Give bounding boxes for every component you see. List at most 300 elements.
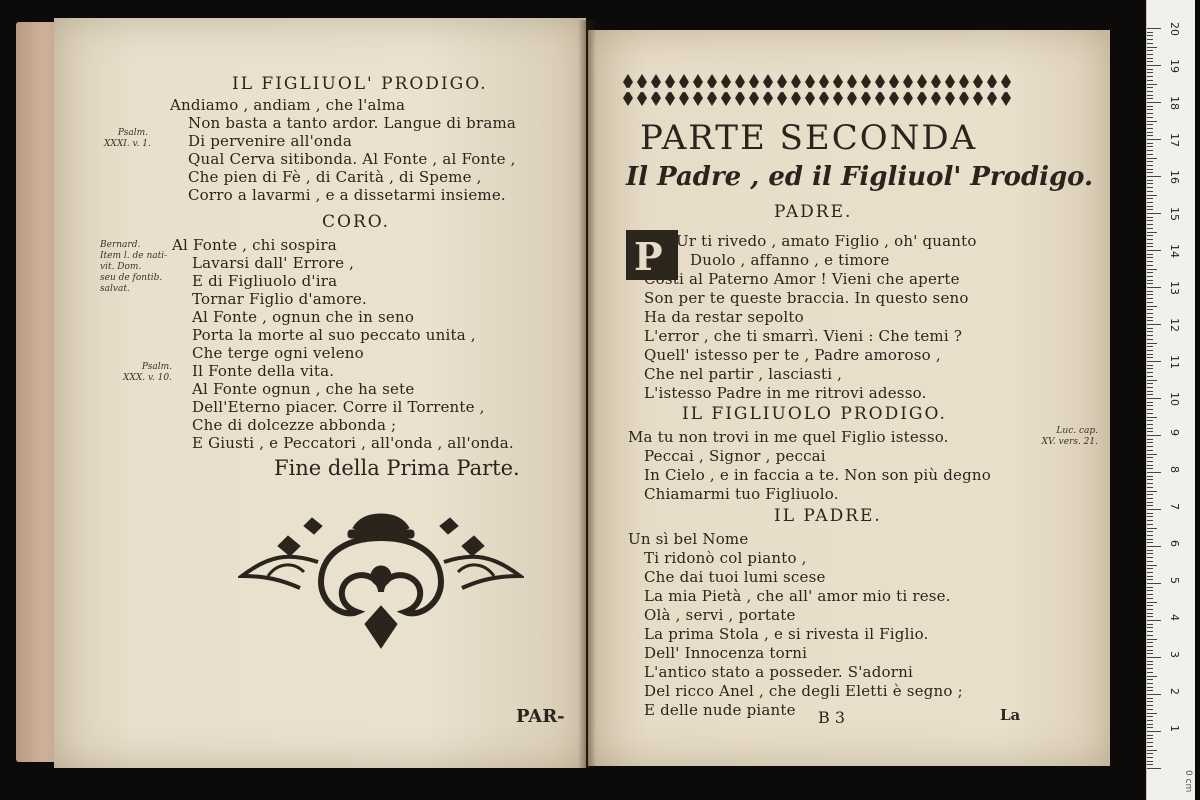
ruler-tick xyxy=(1147,324,1161,325)
ruler-tick xyxy=(1147,457,1153,458)
ruler-tick xyxy=(1147,705,1153,706)
ruler-number: 8 xyxy=(1168,466,1181,473)
margin-note-luke: Luc. cap. XV. vers. 21. xyxy=(1041,426,1098,447)
verse-line: Che pien di Fè , di Carità , di Speme , xyxy=(188,168,482,186)
verse-line: Quell' istesso per te , Padre amoroso , xyxy=(644,346,941,364)
ruler-tick xyxy=(1147,598,1153,599)
ruler-tick xyxy=(1147,494,1153,495)
verse-line: Andiamo , andiam , che l'alma xyxy=(170,96,406,114)
ruler-tick xyxy=(1147,50,1153,51)
ruler-tick xyxy=(1147,254,1153,255)
verse-line: Al Fonte ognun , che ha sete xyxy=(192,380,415,398)
verse-line: Chiamarmi tuo Figliuolo. xyxy=(644,485,839,503)
verse-line: Al Fonte , chi sospira xyxy=(172,236,337,254)
ruler-tick xyxy=(1147,265,1153,266)
ruler-tick xyxy=(1147,243,1153,244)
verse-line: Ur ti rivedo , amato Figlio , oh' quanto xyxy=(676,232,977,250)
ruler-tick xyxy=(1147,272,1153,273)
ruler-tick xyxy=(1147,642,1153,643)
ruler-unit-label: 0 cm xyxy=(1183,769,1193,792)
ornament-vignette xyxy=(238,506,524,656)
ruler-tick xyxy=(1147,602,1157,603)
ruler-tick xyxy=(1147,613,1153,614)
ornament-dot xyxy=(682,88,686,92)
ruler-tick xyxy=(1147,439,1153,440)
verse-line: Il Fonte della vita. xyxy=(192,362,335,380)
ruler-tick xyxy=(1147,550,1153,551)
ruler-tick xyxy=(1147,28,1161,29)
ruler-tick xyxy=(1147,694,1161,695)
ornament-dot xyxy=(808,88,812,92)
ruler-tick xyxy=(1147,302,1153,303)
ruler-tick xyxy=(1147,624,1153,625)
ruler-tick xyxy=(1147,402,1153,403)
ruler-tick xyxy=(1147,768,1161,769)
ruler-tick xyxy=(1147,487,1153,488)
ruler-tick xyxy=(1147,668,1153,669)
ruler-tick xyxy=(1147,565,1157,566)
ruler-tick xyxy=(1147,650,1153,651)
ruler-tick xyxy=(1147,468,1153,469)
ruler-number: 20 xyxy=(1168,22,1181,36)
ruler-tick xyxy=(1147,158,1157,159)
margin-note-bernard: Bernard. Item l. de nati- vit. Dom. seu de fontib. salvat. xyxy=(100,240,168,294)
ruler-number: 17 xyxy=(1168,133,1181,147)
ornament-dot xyxy=(962,88,966,92)
ruler-tick xyxy=(1147,639,1157,640)
ornament-dot xyxy=(626,88,630,92)
ornament-dot xyxy=(668,88,672,92)
ruler-tick xyxy=(1147,483,1153,484)
ruler-tick xyxy=(1147,276,1153,277)
ornament-dot xyxy=(640,88,644,92)
ruler-tick xyxy=(1147,220,1153,221)
ruler-tick xyxy=(1147,172,1153,173)
coro-heading: CORO. xyxy=(322,212,391,232)
ruler-tick xyxy=(1147,383,1153,384)
ruler-tick xyxy=(1147,80,1153,81)
ornament-dot xyxy=(1004,88,1008,92)
ruler-tick xyxy=(1147,176,1161,177)
ruler-tick xyxy=(1147,365,1153,366)
ruler-number: 1 xyxy=(1168,725,1181,732)
ruler-tick xyxy=(1147,690,1153,691)
ruler-tick xyxy=(1147,335,1153,336)
ruler-tick xyxy=(1147,657,1161,658)
speaker-il-padre: IL PADRE. xyxy=(774,506,882,526)
ruler-tick xyxy=(1147,557,1153,558)
ruler-tick xyxy=(1147,627,1153,628)
ruler-tick xyxy=(1147,69,1153,70)
ruler-tick xyxy=(1147,102,1161,103)
ruler-tick xyxy=(1147,405,1153,406)
ornament-dot xyxy=(864,88,868,92)
ruler-tick xyxy=(1147,676,1157,677)
ruler-tick xyxy=(1147,368,1153,369)
ruler-tick xyxy=(1147,561,1153,562)
ruler-tick xyxy=(1147,206,1153,207)
ruler-tick xyxy=(1147,331,1153,332)
verse-line: Peccai , Signor , peccai xyxy=(644,447,826,465)
verse-line: Un sì bel Nome xyxy=(628,530,749,548)
ruler-tick xyxy=(1147,224,1153,225)
ruler-tick xyxy=(1147,291,1153,292)
ruler-tick xyxy=(1147,328,1153,329)
ruler-tick xyxy=(1147,572,1153,573)
ornament-dot xyxy=(836,88,840,92)
ruler-tick xyxy=(1147,450,1153,451)
ruler-tick xyxy=(1147,398,1161,399)
ruler-tick xyxy=(1147,531,1153,532)
ornament-dot xyxy=(738,88,742,92)
ruler-tick xyxy=(1147,313,1153,314)
verse-line: L'error , che ti smarrì. Vieni : Che temi ? xyxy=(644,327,963,345)
verse-line: Ha da restar sepolto xyxy=(644,308,804,326)
verse-line: E di Figliuolo d'ira xyxy=(192,272,338,290)
ruler-tick xyxy=(1147,280,1153,281)
ruler-number: 9 xyxy=(1168,429,1181,436)
verse-line: E delle nude piante xyxy=(644,701,796,719)
ruler-number: 7 xyxy=(1168,503,1181,510)
measurement-ruler xyxy=(1146,0,1195,800)
ruler-tick xyxy=(1147,339,1153,340)
ruler-tick xyxy=(1147,43,1153,44)
ruler-tick xyxy=(1147,228,1153,229)
ruler-tick xyxy=(1147,98,1153,99)
ruler-tick xyxy=(1147,391,1153,392)
ruler-tick xyxy=(1147,568,1153,569)
ruler-tick xyxy=(1147,72,1153,73)
verse-line: Tornar Figlio d'amore. xyxy=(192,290,367,308)
ornament-dot xyxy=(920,88,924,92)
ruler-tick xyxy=(1147,128,1153,129)
verse-line: L'istesso Padre in me ritrovi adesso. xyxy=(644,384,927,402)
ruler-tick xyxy=(1147,590,1153,591)
ruler-tick xyxy=(1147,257,1153,258)
ruler-number: 14 xyxy=(1168,244,1181,258)
right-catchword: La xyxy=(1000,706,1021,724)
ruler-tick xyxy=(1147,542,1153,543)
ruler-tick xyxy=(1147,143,1153,144)
ruler-tick xyxy=(1147,502,1153,503)
ornament-dot xyxy=(906,88,910,92)
ruler-tick xyxy=(1147,180,1153,181)
verse-line: La mia Pietà , che all' amor mio ti rese. xyxy=(644,587,951,605)
ruler-tick xyxy=(1147,113,1153,114)
ruler-tick xyxy=(1147,735,1153,736)
ruler-tick xyxy=(1147,742,1153,743)
verse-line: Corro a lavarmi , e a dissetarmi insieme. xyxy=(188,186,506,204)
ruler-tick xyxy=(1147,509,1161,510)
ruler-tick xyxy=(1147,106,1153,107)
ruler-tick xyxy=(1147,346,1153,347)
ruler-tick xyxy=(1147,320,1153,321)
ruler-tick xyxy=(1147,109,1153,110)
ruler-tick xyxy=(1147,198,1153,199)
ruler-tick xyxy=(1147,283,1153,284)
ruler-tick xyxy=(1147,679,1153,680)
verse-line: Son per te queste braccia. In questo seno xyxy=(644,289,969,307)
ornament-dot xyxy=(724,88,728,92)
ruler-tick xyxy=(1147,672,1153,673)
verse-line: Del ricco Anel , che degli Eletti è segno ; xyxy=(644,682,963,700)
ornament-dot xyxy=(696,88,700,92)
left-catchword: PAR- xyxy=(516,706,565,727)
ruler-tick xyxy=(1147,757,1153,758)
ruler-tick xyxy=(1147,472,1161,473)
ruler-tick xyxy=(1147,431,1153,432)
signature-mark: B 3 xyxy=(818,708,846,727)
ruler-tick xyxy=(1147,738,1153,739)
ruler-tick xyxy=(1147,498,1153,499)
ruler-tick xyxy=(1147,701,1153,702)
ruler-tick xyxy=(1147,587,1153,588)
ruler-tick xyxy=(1147,154,1153,155)
ruler-tick xyxy=(1147,720,1153,721)
ruler-number: 3 xyxy=(1168,651,1181,658)
ornament-dot xyxy=(654,88,658,92)
ruler-tick xyxy=(1147,87,1153,88)
ruler-tick xyxy=(1147,409,1153,410)
ruler-tick xyxy=(1147,605,1153,606)
ruler-tick xyxy=(1147,372,1153,373)
ruler-tick xyxy=(1147,183,1153,184)
ruler-tick xyxy=(1147,32,1153,33)
ruler-tick xyxy=(1147,239,1153,240)
ruler-tick xyxy=(1147,424,1153,425)
ruler-tick xyxy=(1147,761,1153,762)
ruler-number: 15 xyxy=(1168,207,1181,221)
ruler-tick xyxy=(1147,724,1153,725)
ornament-dot xyxy=(976,88,980,92)
ruler-tick xyxy=(1147,91,1153,92)
ruler-tick xyxy=(1147,579,1153,580)
ruler-tick xyxy=(1147,417,1157,418)
ruler-tick xyxy=(1147,139,1161,140)
ornament-dot xyxy=(752,88,756,92)
ruler-tick xyxy=(1147,161,1153,162)
ruler-tick xyxy=(1147,246,1153,247)
ruler-tick xyxy=(1147,713,1157,714)
ruler-tick xyxy=(1147,84,1157,85)
ruler-tick xyxy=(1147,553,1153,554)
ruler-tick xyxy=(1147,298,1153,299)
verse-line: Costi al Paterno Amor ! Vieni che aperte xyxy=(644,270,960,288)
ruler-tick xyxy=(1147,428,1153,429)
ruler-tick xyxy=(1147,165,1153,166)
ruler-tick xyxy=(1147,58,1153,59)
ruler-tick xyxy=(1147,394,1153,395)
ruler-tick xyxy=(1147,61,1153,62)
ruler-tick xyxy=(1147,764,1153,765)
ruler-tick xyxy=(1147,594,1153,595)
ruler-number: 11 xyxy=(1168,355,1181,369)
ruler-tick xyxy=(1147,269,1157,270)
verse-line: Porta la morte al suo peccato unita , xyxy=(192,326,476,344)
ruler-tick xyxy=(1147,195,1157,196)
ruler-tick xyxy=(1147,698,1153,699)
ruler-tick xyxy=(1147,524,1153,525)
ruler-tick xyxy=(1147,121,1157,122)
ruler-tick xyxy=(1147,646,1153,647)
ruler-number: 16 xyxy=(1168,170,1181,184)
ruler-number: 12 xyxy=(1168,318,1181,332)
left-running-head: IL FIGLIUOL' PRODIGO. xyxy=(232,74,488,94)
ruler-tick xyxy=(1147,476,1153,477)
ruler-tick xyxy=(1147,528,1157,529)
verse-line: Che dai tuoi lumi scese xyxy=(644,568,826,586)
ruler-tick xyxy=(1147,150,1153,151)
ruler-tick xyxy=(1147,620,1161,621)
ornament-dot xyxy=(780,88,784,92)
ruler-tick xyxy=(1147,731,1161,732)
ruler-tick xyxy=(1147,95,1153,96)
verse-line: Al Fonte , ognun che in seno xyxy=(192,308,415,326)
ruler-tick xyxy=(1147,576,1153,577)
ruler-tick xyxy=(1147,39,1153,40)
ruler-number: 5 xyxy=(1168,577,1181,584)
ruler-tick xyxy=(1147,361,1161,362)
verse-line: L'antico stato a posseder. S'adorni xyxy=(644,663,913,681)
ruler-number: 4 xyxy=(1168,614,1181,621)
part-subtitle: Il Padre , ed il Figliuol' Prodigo. xyxy=(626,162,1094,192)
verse-line: Dell' Innocenza torni xyxy=(644,644,808,662)
ornament-dot xyxy=(934,88,938,92)
ruler-tick xyxy=(1147,520,1153,521)
verse-line: Dell'Eterno piacer. Corre il Torrente , xyxy=(192,398,485,416)
ruler-tick xyxy=(1147,357,1153,358)
ruler-tick xyxy=(1147,306,1157,307)
ruler-tick xyxy=(1147,146,1153,147)
ruler-tick xyxy=(1147,479,1153,480)
ruler-tick xyxy=(1147,687,1153,688)
ornament-dot xyxy=(878,88,882,92)
ruler-tick xyxy=(1147,250,1161,251)
ruler-tick xyxy=(1147,420,1153,421)
verse-line: In Cielo , e in faccia a te. Non son più degno xyxy=(644,466,992,484)
speaker-padre: PADRE. xyxy=(774,202,853,222)
margin-note-psalm-31: Psalm. XXXI. v. 1. xyxy=(104,128,151,149)
ruler-number: 2 xyxy=(1168,688,1181,695)
ruler-number: 6 xyxy=(1168,540,1181,547)
ruler-number: 10 xyxy=(1168,392,1181,406)
ruler-tick xyxy=(1147,461,1153,462)
fine-della-prima-parte: Fine della Prima Parte. xyxy=(274,456,520,480)
ruler-tick xyxy=(1147,117,1153,118)
verse-line: Non basta a tanto ardor. Langue di brama xyxy=(188,114,517,132)
verse-line: Duolo , affanno , e timore xyxy=(690,251,890,269)
ruler-tick xyxy=(1147,716,1153,717)
ruler-tick xyxy=(1147,683,1153,684)
ruler-tick xyxy=(1147,294,1153,295)
ruler-tick xyxy=(1147,387,1153,388)
ruler-tick xyxy=(1147,187,1153,188)
ruler-tick xyxy=(1147,354,1153,355)
margin-note-psalm-30: Psalm. XXX. v. 10. xyxy=(123,362,172,383)
part-title: PARTE SECONDA xyxy=(640,118,978,158)
ruler-tick xyxy=(1147,513,1153,514)
ornament-dot xyxy=(794,88,798,92)
ruler-tick xyxy=(1147,235,1153,236)
ruler-tick xyxy=(1147,661,1153,662)
ruler-tick xyxy=(1147,465,1153,466)
ruler-tick xyxy=(1147,583,1161,584)
ruler-number: 13 xyxy=(1168,281,1181,295)
verse-line: Ti ridonò col pianto , xyxy=(644,549,807,567)
ruler-tick xyxy=(1147,505,1153,506)
ruler-tick xyxy=(1147,750,1157,751)
ornament-dot xyxy=(948,88,952,92)
ruler-tick xyxy=(1147,232,1157,233)
ruler-tick xyxy=(1147,653,1153,654)
verse-line: Qual Cerva sitibonda. Al Fonte , al Fonte , xyxy=(188,150,516,168)
ruler-tick xyxy=(1147,350,1153,351)
ruler-tick xyxy=(1147,213,1161,214)
ruler-number: 18 xyxy=(1168,96,1181,110)
ruler-tick xyxy=(1147,202,1153,203)
ruler-tick xyxy=(1147,616,1153,617)
ruler-tick xyxy=(1147,35,1153,36)
verse-line: Olà , servi , portate xyxy=(644,606,796,624)
ruler-tick xyxy=(1147,435,1161,436)
ruler-tick xyxy=(1147,47,1157,48)
ornament-dot xyxy=(766,88,770,92)
verse-line: Che terge ogni veleno xyxy=(192,344,364,362)
verse-line: E Giusti , e Peccatori , all'onda , all'onda. xyxy=(192,434,514,452)
ruler-tick xyxy=(1147,261,1153,262)
ornament-dot xyxy=(990,88,994,92)
ruler-tick xyxy=(1147,169,1153,170)
ruler-tick xyxy=(1147,209,1153,210)
ornament-dot xyxy=(892,88,896,92)
ruler-tick xyxy=(1147,76,1153,77)
ornament-dot xyxy=(822,88,826,92)
verse-line: Di pervenire all'onda xyxy=(188,132,352,150)
ruler-tick xyxy=(1147,380,1157,381)
ruler-tick xyxy=(1147,413,1153,414)
ruler-tick xyxy=(1147,191,1153,192)
ornament-headpiece-strip xyxy=(622,70,1014,110)
ruler-tick xyxy=(1147,539,1153,540)
ruler-tick xyxy=(1147,65,1161,66)
ruler-tick xyxy=(1147,546,1161,547)
book-gutter xyxy=(578,20,596,768)
ruler-tick xyxy=(1147,309,1153,310)
ornament-dot xyxy=(710,88,714,92)
ruler-tick xyxy=(1147,454,1157,455)
ruler-tick xyxy=(1147,635,1153,636)
ruler-tick xyxy=(1147,446,1153,447)
ruler-tick xyxy=(1147,217,1153,218)
ruler-tick xyxy=(1147,491,1157,492)
ruler-tick xyxy=(1147,343,1157,344)
ruler-tick xyxy=(1147,135,1153,136)
ruler-tick xyxy=(1147,631,1153,632)
ruler-tick xyxy=(1147,535,1153,536)
verse-line: Lavarsi dall' Errore , xyxy=(192,254,355,272)
ruler-tick xyxy=(1147,287,1161,288)
ruler-tick xyxy=(1147,709,1153,710)
verse-line: Che nel partir , lasciasti , xyxy=(644,365,843,383)
verse-line: La prima Stola , e si rivesta il Figlio. xyxy=(644,625,929,643)
ornament-dot xyxy=(850,88,854,92)
ruler-tick xyxy=(1147,609,1153,610)
verse-line: Ma tu non trovi in me quel Figlio istesso. xyxy=(628,428,949,446)
ruler-tick xyxy=(1147,753,1153,754)
ruler-tick xyxy=(1147,664,1153,665)
ruler-number: 19 xyxy=(1168,59,1181,73)
speaker-figliuolo: IL FIGLIUOLO PRODIGO. xyxy=(682,404,947,424)
